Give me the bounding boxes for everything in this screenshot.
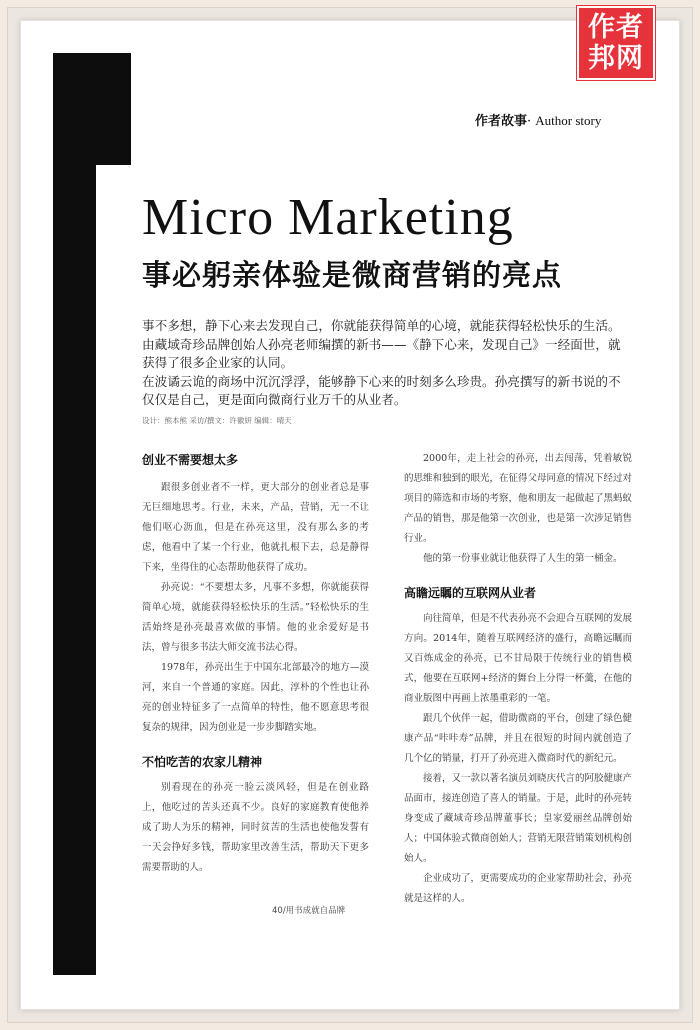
- body-paragraph: 他的第一份事业就让他获得了人生的第一桶金。: [423, 553, 623, 564]
- lead-paragraph: 事不多想，静下心来去发现自己，你就能获得简单的心境，就能获得轻松快乐的生活。由藏域奇珍品牌创始人孙亮老师编撰的新书——《静下心来，发现自己》一经面世，就获得了很多企业家的认同。: [142, 318, 621, 370]
- body-paragraph: 2000年，走上社会的孙亮，出去闯荡，凭着敏锐的思维和独到的眼光，在征得父母同意的情况下经过对项目的筛选和市场的考察，他和朋友一起做起了黑蚂蚁产品的销售，那是他第一次创业，也是第一次涉足销售行业。: [404, 453, 633, 544]
- body-paragraph: 向往简单，但是不代表孙亮不会迎合互联网的发展方向。2014年，随着互联网经济的盛行，高瞻远瞩而又百炼成金的孙亮，已不甘局限于传统行业的销售模式，他要在互联网+经济的舞台上分得一杯羹，在他的商业版图中再画上浓墨重彩的一笔。: [404, 613, 633, 704]
- decorative-bar-left: [53, 53, 96, 975]
- body-paragraph: 跟几个伙伴一起，借助微商的平台，创建了绿色健康产品“咔咔寿”品牌，并且在很短的时间内就创造了几个亿的销量，打开了孙亮进入微商时代的新纪元。: [404, 713, 633, 764]
- body-paragraph: 跟很多创业者不一样，更大部分的创业者总是事无巨细地思考。行业，未来，产品，营销，无一不让他们呕心沥血，但是在孙亮这里，没有那么多的考虑，他看中了某一个行业，他就扎根下去，总是静得下来，坐得住的心态帮助他获得了成功。: [142, 482, 369, 573]
- badge-line1: 作者: [588, 12, 644, 43]
- article-lead: [142, 317, 632, 410]
- subheading: 创业不需要想太多: [142, 453, 239, 467]
- section-header: [475, 110, 601, 129]
- article-title-en: Micro Marketing: [142, 189, 514, 246]
- body-paragraph: 企业成功了，更需要成功的企业家帮助社会，孙亮就是这样的人。: [404, 873, 633, 904]
- body-paragraph: 接着，又一款以著名演员刘晓庆代言的阿胶健康产品面市，接连创造了喜人的销量。于是，此时的孙亮转身变成了藏域奇珍品牌董事长；皇家爱丽丝品牌创始人；中国体验式微商创始人；营销无限营销策划机构创始人。: [404, 773, 633, 864]
- section-header-en: Author story: [535, 113, 602, 128]
- site-logo-badge: [577, 6, 655, 80]
- section-header-sep: ·: [527, 114, 532, 129]
- section-header-zh: 作者故事: [475, 114, 528, 129]
- body-paragraph: 1978年，孙亮出生于中国东北部最冷的地方—漠河，来自一个普通的家庭。因此，淳朴的个性也让孙亮的创业特征多了一点简单的特性，他不愿意思考很复杂的规律，因为创业是一步步脚踏实地。: [142, 662, 369, 733]
- body-paragraph: 孙亮说：“不要想太多，凡事不多想，你就能获得简单心境，就能获得轻松快乐的生活。”轻松快乐的生活始终是孙亮最喜欢做的事情。他的业余爱好是书法，曾与很多书法大师交流书法心得。: [142, 582, 369, 653]
- subheading: 高瞻远瞩的互联网从业者: [404, 586, 537, 600]
- body-paragraph: 别看现在的孙亮一脸云淡风轻，但是在创业路上，他吃过的苦头还真不少。良好的家庭教育使他养成了助人为乐的精神，同时贫苦的生活也使他发誓有一天会挣好多钱，帮助家里改善生活，帮助天下更多需要帮助的人。: [142, 782, 369, 873]
- badge-line2: 邦网: [588, 43, 644, 74]
- subheading: 不怕吃苦的农家儿精神: [142, 755, 263, 769]
- article-credits: 设计：熊本熊 采访/撰文：许徽妍 编辑：晴天: [142, 416, 292, 425]
- left-column: [142, 450, 369, 878]
- lead-paragraph: 在波谲云诡的商场中沉沉浮浮，能够静下心来的时刻多么珍贵。孙亮撰写的新书说的不仅仅是自己，更是面向微商行业万千的从业者。: [142, 373, 621, 407]
- page-footer: 40/用书成就自品牌: [272, 906, 346, 916]
- article-title-zh: 事必躬亲体验是微商营销的亮点: [142, 258, 563, 292]
- right-column: [404, 449, 632, 909]
